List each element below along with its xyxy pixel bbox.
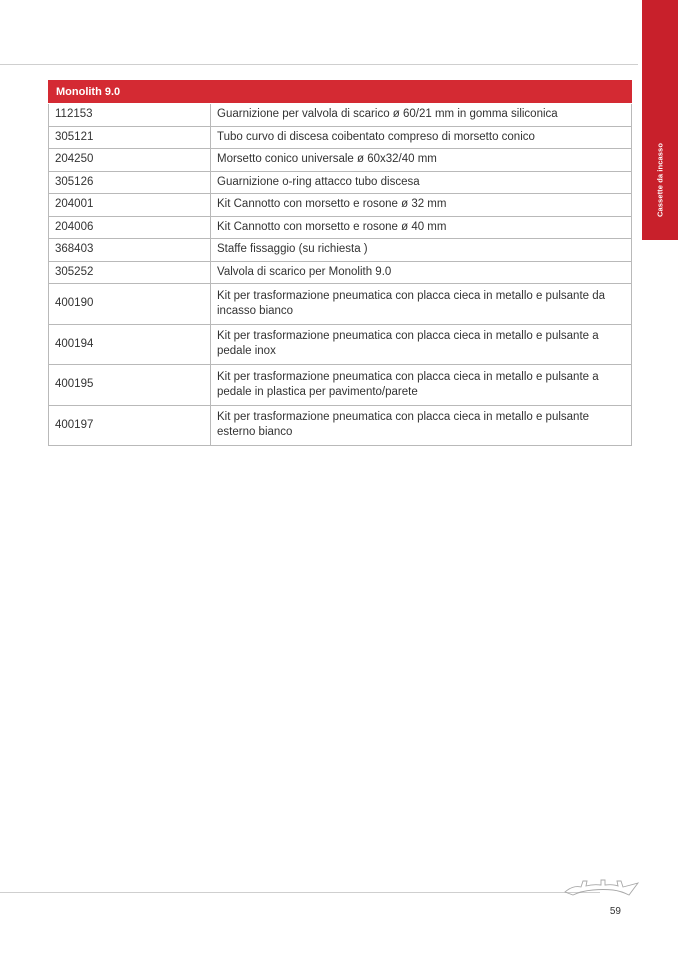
part-description: Kit Cannotto con morsetto e rosone ø 32 mm [211,194,632,217]
spare-parts-table [48,80,632,446]
part-code: 204001 [49,194,211,217]
part-code: 400190 [49,284,211,325]
wave-ornament-icon [563,875,639,897]
table-header-blank [211,81,632,104]
part-description: Kit Cannotto con morsetto e rosone ø 40 mm [211,216,632,239]
top-divider [0,64,638,65]
part-description: Kit per trasformazione pneumatica con placca cieca in metallo e pulsante esterno bianco [211,405,632,446]
part-code: 204250 [49,149,211,172]
section-side-tab-label: Cassette da incasso [655,142,665,218]
part-code: 112153 [49,104,211,127]
table-row [49,261,632,284]
table-row [49,239,632,262]
table-row [49,126,632,149]
part-description: Staffe fissaggio (su richiesta ) [211,239,632,262]
table-header-product: Monolith 9.0 [49,81,211,104]
table-row [49,216,632,239]
part-description: Kit per trasformazione pneumatica con placca cieca in metallo e pulsante da incasso bianco [211,284,632,325]
part-description: Kit per trasformazione pneumatica con placca cieca in metallo e pulsante a pedale inox [211,324,632,365]
part-description: Kit per trasformazione pneumatica con placca cieca in metallo e pulsante a pedale in plastica per pavimento/parete [211,365,632,406]
page-number: 59 [609,906,621,917]
part-code: 368403 [49,239,211,262]
part-code: 305252 [49,261,211,284]
table-row [49,365,632,406]
part-code: 400194 [49,324,211,365]
part-description: Morsetto conico universale ø 60x32/40 mm [211,149,632,172]
table-row [49,171,632,194]
part-code: 400197 [49,405,211,446]
part-description: Guarnizione o-ring attacco tubo discesa [211,171,632,194]
part-description: Tubo curvo di discesa coibentato compreso di morsetto conico [211,126,632,149]
part-description: Guarnizione per valvola di scarico ø 60/21 mm in gomma siliconica [211,104,632,127]
table-row [49,149,632,172]
part-code: 204006 [49,216,211,239]
part-description: Valvola di scarico per Monolith 9.0 [211,261,632,284]
table-header-row [49,81,632,104]
table-row [49,104,632,127]
table-row [49,324,632,365]
table-row [49,284,632,325]
table-row [49,194,632,217]
part-code: 305126 [49,171,211,194]
bottom-divider [0,892,600,893]
part-code: 305121 [49,126,211,149]
part-code: 400195 [49,365,211,406]
table-row [49,405,632,446]
